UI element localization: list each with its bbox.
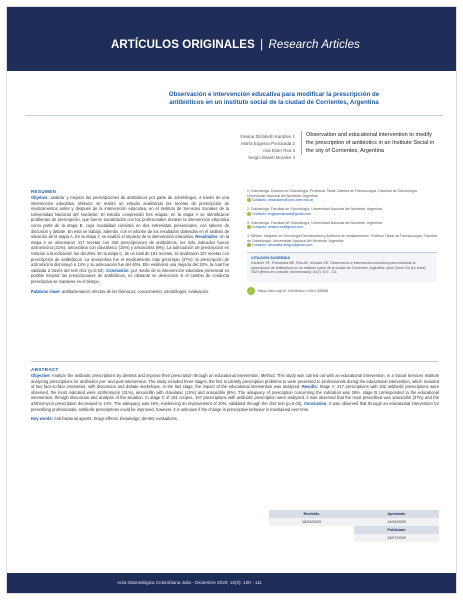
- affiliation-email-text: Contacto: eugepomarada@gmail.com: [252, 211, 312, 216]
- resumen-objective-label: Objetivo:: [31, 195, 49, 200]
- published-value: 13/07/2020: [354, 534, 439, 542]
- affiliation-email-text: Contacto: dmorales.sergio@gmail.com: [252, 243, 313, 248]
- abstract-keywords-label: Key words:: [31, 416, 54, 422]
- orcid-icon[interactable]: [247, 212, 251, 216]
- title-divider: [25, 115, 443, 116]
- affiliation-item: [247, 221, 437, 230]
- abstract-conclusion-text: It was observed that through an educational intervention for prescribing professionals, antibiotic prescriptions could be improved, however, it is unknown if the change in prescriptive behavior is maintained over time.: [31, 400, 440, 412]
- section-title-en: Research Articles: [268, 39, 360, 51]
- article-title: [99, 91, 449, 107]
- doi-text: https://doi.org/10.15446/aoc.v10n2.85658: [258, 289, 329, 294]
- abstract-objective-label: Objective:: [31, 373, 51, 378]
- citation-text: Karaben VE, Pomarada ME, Rea AE, Morales SD. Observación e intervención educativa para modificar la prescripción de antibióticos en un instituto social de la ciudad de Corrientes, Argentina. Acta Odont Col [en línea] 2020 [fecha de consulta: dd/mm/aaaa]; 10(2): 100 - 111.: [251, 261, 426, 275]
- citation-label: CITACIÓN SUGERIDA: [251, 256, 291, 261]
- footer-band: [7, 573, 457, 594]
- published-label: Publicado: [354, 526, 439, 534]
- affiliation-item: [247, 207, 437, 216]
- affiliation-text: 4. Médico. Magíster en Tecnología Farmacéutica y Auditoría de medicamentos. Profesor Titular de Farmacología. Facultad de Odontología, Universidad Nacional del Nordeste, Argentina.: [247, 233, 438, 243]
- affiliation-email-text: Contacto: anaea.rea@gmail.com: [252, 225, 304, 230]
- resumen-label: RESUMEN: [31, 189, 57, 194]
- journal-page: [6, 6, 457, 594]
- affiliations-column: [247, 189, 437, 295]
- affiliation-email[interactable]: [247, 212, 437, 217]
- affiliation-email[interactable]: [247, 198, 437, 203]
- orcid-icon[interactable]: [247, 225, 251, 229]
- english-title: Observation and educational intervention to modify the prescription of antibiotics in an Institute Social in the city of Corrientes, Argentina: [301, 131, 441, 155]
- affiliation-item: [247, 189, 437, 203]
- resumen-conclusion-text: por medio de la intervención educativa presencial es posible mejorar las prescripciones de antibióticos, no obstante se desconoce si el cambio de conducta prescriptiva se mantiene en el tiempo.: [31, 267, 229, 284]
- resumen-results-label: Resultados:: [195, 234, 219, 240]
- published-block: [354, 526, 439, 542]
- abstract-section: [31, 356, 439, 422]
- abstract-keywords-text: Anti-bacterial agents; Drugs effects; knowledge; dentist; evaluations.: [54, 416, 178, 422]
- author-name: Viviana Elizabeth Karaben 1: [239, 134, 295, 139]
- approved-value: 14/04/2020: [354, 518, 439, 526]
- article-title-line1: Observación e intervención educativa para modificar la prescripción de: [168, 91, 380, 98]
- article-title-line2: antibióticos en un instituto social de la ciudad de Corrientes, Argentina: [169, 99, 379, 107]
- orcid-icon[interactable]: [247, 198, 251, 202]
- received-value: 18/03/2020: [269, 518, 354, 526]
- footer-journal-info: Acta Odontológica Colombiana Julio - Diciembre 2020; 10(2): 100 - 111: [117, 580, 262, 585]
- abstract-divider: [31, 361, 439, 362]
- author-list: [177, 133, 295, 161]
- section-title-separator: |: [260, 39, 264, 51]
- dates-value-row: [269, 518, 439, 526]
- abstract-conclusion-label: Conclusion:: [303, 400, 328, 406]
- resumen-objective-text: analizar y mejorar las prescripciones de antibióticos por parte de odontólogos, a través de una intervención educativa. Método: se realizó un estudio analizando las recetas de prescripción de medicamentos antes y después de la intervención educativa, en el Instituto de Servicios Sociales de la Universidad Nacional del Nordeste. El estudio comprendió tres etapas: en la etapa A se identificaron problemas de prescripción, que fueron socializados con los profesionales durante la intervención educativa como parte de la etapa B, cuya modalidad consistió en dos entrevistas presenciales, con talleres de discusión y debate. En esta se trabajó, además, con el informe de los resultados obtenidos en el análisis de situación de la etapa A. En la etapa C se analizó el impacto de la intervención educativa.: [31, 195, 229, 240]
- resumen-section: [31, 189, 229, 294]
- header-band: [7, 7, 457, 71]
- citation-box: [247, 252, 437, 282]
- author-name: Sergio Daniel Morales 4: [248, 155, 295, 160]
- author-name: Ana Ester Rea 3: [262, 148, 295, 153]
- dates-table: [269, 510, 439, 542]
- affiliation-text: 1. Odontóloga. Doctora en Odontología. Profesora Titular Cátedra de Farmacología, Facultad de Odontología. Universidad Nacional del Nordeste, Argentina.: [247, 189, 418, 198]
- resumen-keywords-text: antibacterianos; efectos de los fármacos; conocimiento; odontólogos; evaluación.: [61, 288, 210, 294]
- resumen-conclusion-label: Conclusión:: [106, 267, 130, 273]
- abstract-results-text: Stage A: 417 prescriptions with 332 antibiotic prescriptions were observed, the most indicated were azithromycin (31%), amoxicillin with clavulanic (15%) and amoxicillin (8%). The adequacy of prescription concerning the indication was 26%. stage B corresponded to the educational intervention, through discussion and analysis of the situation. In stage C of 191 recipes, 107 prescriptions with antibiotic prescription were analyzed, it was observed that the most prescribed was amoxicillin (37%) and the azithromycin prescription decreased to 14%. The adequacy was 46%, evidencing an improvement of 20%, validated through the chi2 test (p=0.03).: [31, 384, 440, 406]
- doi-icon: •: [247, 287, 255, 295]
- section-title: [111, 39, 360, 51]
- abstract-objective-text: Analyze the antibiotic prescriptions by dentists and improve their prescription through an educational intervention. Method: This study was carried out with an educational intervention, in a Social Services Institute analyzing prescriptions for antibiotics pre- and post-intervention. The study included three stages, the first to identify prescription problems to were presented to professionals during the educational intervention, which included of two face-to-face interviews, with discussion and debate workshops. In the last stage, the impact of the educational intervention was analyzed.: [31, 373, 439, 390]
- orcid-icon[interactable]: [247, 243, 251, 247]
- affiliation-email[interactable]: [247, 243, 437, 248]
- doi-link[interactable]: [247, 287, 437, 295]
- abstract-label: ABSTRACT: [31, 367, 59, 372]
- abstract-body: [31, 373, 439, 412]
- abstract-keywords: [31, 416, 439, 422]
- resumen-results-text: en la etapa A se observaron 417 recetas con 332 prescripciones de antibióticos, los más indicados fueron azitromicina (31%), amoxicilina con clavulánico (15%) y amoxicilina (8%). La adecuación de prescripción en relación a la indicación fue del 26%. En la etapa C, de un total de 191 recetas, se analizaron 107 recetas con prescripción de antibióticos. La amoxicilina fue el medicamento más prescripto (37%); la prescripción de azitromicina disminuyó a 14% y su adecuación fue del 46%. Ello evidenció una mejoría del 20%, la cual fue validada a través del test chi2 (p=0,03).: [31, 234, 229, 273]
- affiliation-item: [247, 234, 437, 248]
- approved-label: Aprobado: [354, 510, 439, 518]
- affiliation-email[interactable]: [247, 225, 437, 230]
- abstract-results-label: Results:: [301, 384, 319, 390]
- resumen-keywords: [31, 289, 229, 295]
- affiliation-email-text: Contacto: vekaraben@odn.unne.edu.ar: [252, 198, 314, 203]
- affiliation-text: 3. Odontóloga. Facultad de Odontología, Universidad Nacional del Nordeste, Argentina.: [247, 220, 383, 225]
- dates-header-row: [269, 510, 439, 518]
- author-name: María Eugenia Pomarada 2: [241, 141, 295, 146]
- resumen-body: [31, 195, 229, 285]
- section-title-es: ARTÍCULOS ORIGINALES: [111, 39, 255, 51]
- resumen-keywords-label: Palabras clave:: [31, 288, 61, 294]
- affiliation-text: 2. Odontóloga. Facultad de Odontología, Universidad Nacional del Nordeste, Argentina.: [247, 207, 383, 212]
- received-label: Recibido: [269, 510, 354, 518]
